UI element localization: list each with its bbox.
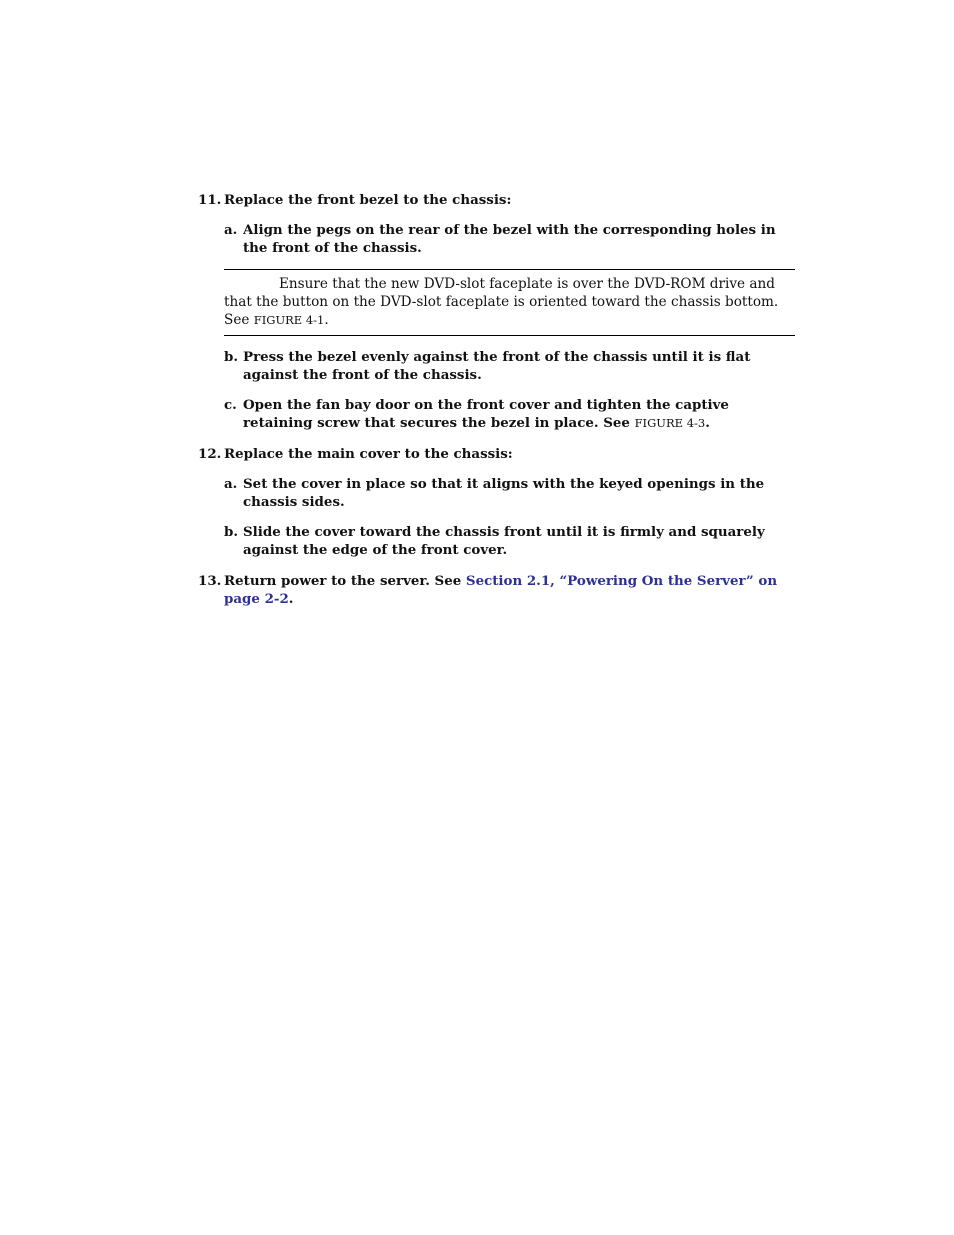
step-text: Replace the main cover to the chassis:	[224, 446, 513, 462]
step-end: .	[288, 591, 294, 607]
figure-ref[interactable]: FIGURE 4-3	[634, 416, 706, 430]
substep-letter: b.	[224, 349, 239, 365]
step-13	[198, 572, 795, 608]
step-text: Return power to the server. See	[224, 573, 462, 589]
step-11-a	[224, 221, 795, 257]
step-12-a	[224, 475, 795, 511]
substep-letter: a.	[224, 476, 238, 492]
substep-letter: b.	[224, 524, 239, 540]
step-12-b	[224, 523, 795, 559]
note-figure-ref[interactable]: FIGURE 4-1	[253, 313, 325, 327]
substep-text: Slide the cover toward the chassis front until it is firmly and squarely against the edge of the front cover.	[243, 524, 765, 558]
step-number: 12.	[198, 446, 222, 462]
substep-end: .	[705, 415, 710, 431]
step-11	[198, 191, 795, 209]
step-text: Replace the front bezel to the chassis:	[224, 192, 512, 208]
step-12	[198, 445, 795, 463]
substep-letter: a.	[224, 222, 238, 238]
substep-text: Press the bezel evenly against the front of the chassis until it is flat against the front of the chassis.	[243, 349, 751, 383]
step-number: 13.	[198, 573, 222, 589]
substep-text: Set the cover in place so that it aligns with the keyed openings in the chassis sides.	[243, 476, 765, 510]
section-link[interactable]: Section 2.1, “Powering On the Server” on page 2-2	[224, 573, 778, 607]
substep-letter: c.	[224, 397, 237, 413]
note-text: Ensure that the new DVD-slot faceplate is over the DVD-ROM drive and that the button on the DVD-slot faceplate is oriented toward the chassis bottom. See	[224, 276, 779, 328]
note-end: .	[324, 312, 329, 328]
step-11-c	[224, 396, 795, 432]
note-box	[224, 269, 795, 336]
substep-text: Open the fan bay door on the front cover and tighten the captive retaining screw that secures the bezel in place. See	[243, 397, 729, 431]
step-number: 11.	[198, 192, 222, 208]
main-content	[198, 191, 795, 608]
step-11-b	[224, 348, 795, 384]
substep-text: Align the pegs on the rear of the bezel with the corresponding holes in the front of the chassis.	[243, 222, 776, 256]
